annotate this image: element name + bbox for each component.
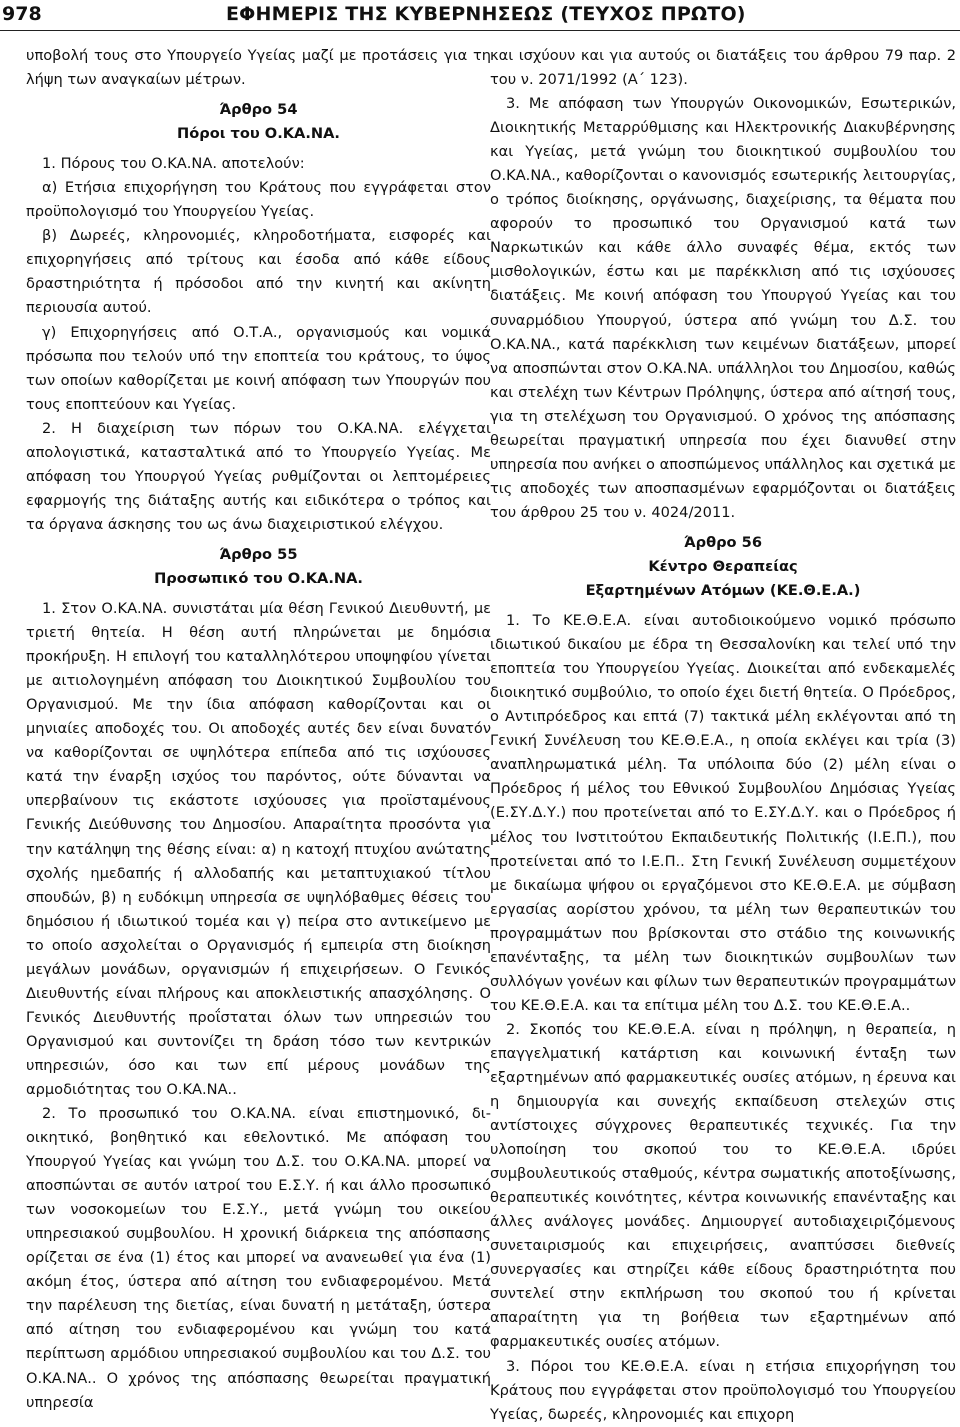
- paragraph: α) Ετήσια επιχορήγηση του Κράτους που εγγράφεται στον προϋπολογισμό του Υπουργείου Υγείας.: [26, 179, 491, 221]
- article-56-title: Άρθρο 56: [684, 533, 762, 551]
- page-number: 978: [2, 3, 42, 25]
- paragraph: υποβολή τους στο Υπουργείο Υγείας μαζί με προτάσεις για τη λήψη των αναγκαίων μέτρων.: [26, 47, 491, 89]
- paragraph: 1. Πόρους του Ο.ΚΑ.ΝΑ. αποτελούν:: [42, 155, 305, 173]
- article-55-subtitle: Προσωπικό του Ο.ΚΑ.ΝΑ.: [154, 569, 363, 587]
- header-divider: [0, 30, 960, 31]
- article-56-subtitle-line1: Κέντρο Θεραπείας: [648, 557, 798, 575]
- left-column: [26, 44, 491, 1415]
- paragraph: γ) Επιχορηγήσεις από Ο.Τ.Α., οργανισμούς και νομικά πρόσωπα που τελούν υπό την εποπτεία του κράτους, το ύψος των οποίων καθορίζεται με κοινή απόφαση των Υπουργών που τους εποπτεύουν και Υγείας.: [26, 323, 491, 413]
- right-column: [490, 44, 956, 1427]
- paragraph: 2. Το προσωπικό του Ο.ΚΑ.ΝΑ. είναι επιστημονικό, διοικητικό, βοηθητικό και εθελοντικό. Με απόφαση του Υπουργού Υγείας και γνώμη του Δ.Σ. του Ο.ΚΑ.ΝΑ. μπορεί να αποσπώνται σε αυτόν ιατροί του Ε.Σ.Υ. ή και άλλο προσωπικό των νοσοκομείων του Ε.Σ.Υ., μετά γνώμη του οικείου υπηρεσιακού συμβουλίου. Η χρονική διάρκεια της απόσπασης ορίζεται σε ένα (1) έτος και μπορεί να ανανεωθεί για ένα (1) ακόμη έτος, ύστερα από αίτηση του ενδιαφερομένου. Μετά την παρέλευση της διετίας, είναι δυνατή η μετάταξη, ύστερα από αίτηση του ενδιαφερομένου και γνώμη του κατά περίπτωση αρμόδιου υπηρεσιακού συμβουλίου και του Δ.Σ. του Ο.ΚΑ.ΝΑ.. Ο χρόνος της απόσπασης θεωρείται πραγματική υπηρεσία: [26, 1105, 491, 1411]
- paragraph: 1. Στον Ο.ΚΑ.ΝΑ. συνιστάται μία θέση Γενικού Διευθυντή, με τριετή θητεία. Η θέση αυτή πληρώνεται με δημόσια προκήρυξη. Η επιλογή του καταλληλότερου υποψηφίου γίνεται με αιτιολογημένη απόφαση του Διοικητικού Συμβουλίου του Οργανισμού. Με την ίδια απόφαση καθορίζονται και οι μηνιαίες αποδοχές του. Οι αποδοχές αυτές δεν είναι δυνατόν να καθορίζονται σε υψηλότερα επίπεδα από τις ισχύουσες κατά την έναρξη ισχύος του παρόντος, ούτε δύνανται να υπερβαίνουν τις εκάστοτε ισχύουσες για προϊσταμένους Γενικής Διεύθυνσης του Δημοσίου. Απαραίτητα προσόντα για την κατάληψη της θέσης είναι: α) η κατοχή πτυχίου ανώτατης σχολής ημεδαπής ή αλλοδαπής και μεταπτυχιακού τίτλου σπουδών, β) η ευδόκιμη υπηρεσία σε υψηλόβαθμες θέσεις του δημόσιου ή ιδιωτικού τομέα και γ) πείρα στο αντικείμενο με το οποίο ασχολείται ο Οργανισμός ή εμπειρία στη διοίκηση μεγάλων μονάδων, οργανισμών ή επιχειρήσεων. Ο Γενικός Διευθυντής είναι πλήρους και αποκλειστικής απασχόλησης. Ο Γενικός Διευθυντής προΐσταται όλων των υπηρεσιών του Οργανισμού και συντονίζει τη δράση τόσο των κεντρικών υπηρεσιών, όσο και των επί μέρους μονάδων της αρμοδιότητας του Ο.ΚΑ.ΝΑ..: [26, 600, 491, 1098]
- paragraph: β) Δωρεές, κληρονομιές, κληροδοτήματα, εισφορές και επιχορηγήσεις από τρίτους και έσοδα από κάθε είδους δραστηριότητα ή πρόσοδοι από την κινητή και ακίνητη περιουσία αυτού.: [26, 227, 491, 317]
- page-header: [0, 0, 960, 34]
- paragraph: 2. Η διαχείριση των πόρων του Ο.ΚΑ.ΝΑ. ελέγχεται απολογιστικά, κατασταλτικά από το Υπουργείο Υγείας. Με απόφαση του Υπουργού Υγείας ρυθμίζονται οι λεπτομέρειες εφαρμογής της διάταξης αυτής και ειδικότερα ο τρόπος και τα όργανα άσκησης του ως άνω διαχειριστικού ελέγχου.: [26, 419, 491, 533]
- paragraph: 3. Με απόφαση των Υπουργών Οικονομικών, Εσωτερικών, Διοικητικής Μεταρρύθμισης και Ηλεκτρονικής Διακυβέρνησης και Υγείας, μετά γνώμη του διοικητικού συμβουλίου του Ο.ΚΑ.ΝΑ., καθορίζονται ο κανονισμός εσωτερικής λειτουργίας, ο τρόπος διοίκησης, οργάνωσης, διαχείρισης, τα θέματα που αφορούν το προσωπικό του Οργανισμού κατά των Ναρκωτικών και κάθε άλλο συναφές θέμα, εκτός των μισθολογικών, έστω και με παρέκκλιση από τις ισχύουσες διατάξεις. Με κοινή απόφαση του Υπουργού Υγείας και του συναρμόδιου Υπουργού, ύστερα από γνώμη του Δ.Σ. του Ο.ΚΑ.ΝΑ., κατά παρέκκλιση των κειμένων διατάξεων, μπορεί να αποσπώνται στον Ο.ΚΑ.ΝΑ. υπάλληλοι του Δημοσίου, καθώς και στελέχη των Κέντρων Πρόληψης, ύστερα από αίτησή τους, για τη στελέχωση του Οργανισμού. Ο χρόνος της απόσπασης θεωρείται πραγματική υπηρεσία που έχει διανυθεί στην υπηρεσία που ανήκει ο αποσπώμενος υπάλληλος και σχετικά με τις αποδοχές των αποσπασμένων εφαρμόζονται οι διατάξεις του άρθρου 25 του ν. 4024/2011.: [490, 95, 956, 521]
- gazette-title: ΕΦΗΜΕΡΙΣ ΤΗΣ ΚΥΒΕΡΝΗΣΕΩΣ (ΤΕΥΧΟΣ ΠΡΩΤΟ): [226, 3, 746, 25]
- paragraph: 2. Σκοπός του ΚΕ.Θ.Ε.Α. είναι η πρόληψη, η θεραπεία, η επαγγελματική κατάρτιση και κοινωνική ένταξη των εξαρτημένων από φαρμακευτικές ουσίες ατόμων, η έρευνα και η δημιουργία και συνεχής εκπαίδευση στελεχών στις αντίστοιχες σύγχρονες θεραπευτικές τεχνικές. Για την υλοποίηση του σκοπού του το ΚΕ.Θ.Ε.Α. ιδρύει συμβουλευτικούς σταθμούς, κέντρα σωματικής αποτοξίνωσης, θεραπευτικές κοινότητες, κέντρα κοινωνικής επανένταξης και άλλες ανάλογες μονάδες. Δημιουργεί αυτοδιαχειριζόμενους συνεταιρισμούς και επιχειρήσεις, αναπτύσσει διεθνείς συνεργασίες και στηρίζει κάθε είδους δραστηριότητα που συντελεί στην εκπλήρωση του σκοπού του ή κρίνεται απαραίτητη για τη βοήθεια των εξαρτημένων από φαρμακευτικές ουσίες ατόμων.: [490, 1020, 956, 1351]
- article-55-title: Άρθρο 55: [219, 545, 298, 563]
- article-56-subtitle-line2: Εξαρτημένων Ατόμων (ΚΕ.Θ.Ε.Α.): [585, 582, 861, 600]
- paragraph: και ισχύουν και για αυτούς οι διατάξεις του άρθρου 79 παρ. 2 του ν. 2071/1992 (Α΄ 123).: [490, 47, 956, 89]
- paragraph: 3. Πόροι του ΚΕ.Θ.Ε.Α. είναι η ετήσια επιχορήγηση του Κράτους που εγγράφεται στον προϋπολογισμό του Υπουργείου Υγείας, δωρεές, κληρονομιές και επιχορη: [490, 1357, 956, 1423]
- article-54-subtitle: Πόροι του Ο.ΚΑ.ΝΑ.: [177, 125, 340, 143]
- article-54-title: Άρθρο 54: [219, 101, 298, 119]
- paragraph: 1. Το ΚΕ.Θ.Ε.Α. είναι αυτοδιοικούμενο νομικό πρόσωπο ιδιωτικού δικαίου με έδρα τη Θεσσαλονίκη και τελεί υπό την εποπτεία του Υπουργείου Υγείας. Διοικείται από ενδεκαμελές διοικητικό συμβούλιο, το οποίο έχει διετή θητεία. Ο Πρόεδρος, ο Αντιπρόεδρος και επτά (7) τακτικά μέλη εκλέγονται από τη Γενική Συνέλευση του ΚΕ.Θ.Ε.Α., η οποία εκλέγει και τρία (3) αναπληρωματικά μέλη. Τα υπόλοιπα δύο (2) μέλη είναι ο Πρόεδρος ή μέλος του Εθνικού Συμβουλίου Δημόσιας Υγείας (Ε.ΣΥ.Δ.Υ.) που προτείνεται από το Ε.ΣΥ.Δ.Υ. και ο Πρόεδρος ή μέλος του Ινστιτούτου Εκπαιδευτικής Πολιτικής (Ι.Ε.Π.), που προτείνεται από το Ι.Ε.Π.. Στη Γενική Συνέλευση συμμετέχουν με δικαίωμα ψήφου οι εργαζόμενοι στο ΚΕ.Θ.Ε.Α. με σύμβαση εργασίας αορίστου χρόνου, τα μέλη των θεραπευτικών του προγραμμάτων που βρίσκονται στο στάδιο της κοινωνικής επανένταξης, τα μέλη των διοικητικών συμβουλίων των συλλόγων γονέων και φίλων των θεραπευτικών προγραμμάτων του ΚΕ.Θ.Ε.Α. και τα επίτιμα μέλη του Δ.Σ. του ΚΕ.Θ.Ε.Α..: [490, 612, 956, 1014]
